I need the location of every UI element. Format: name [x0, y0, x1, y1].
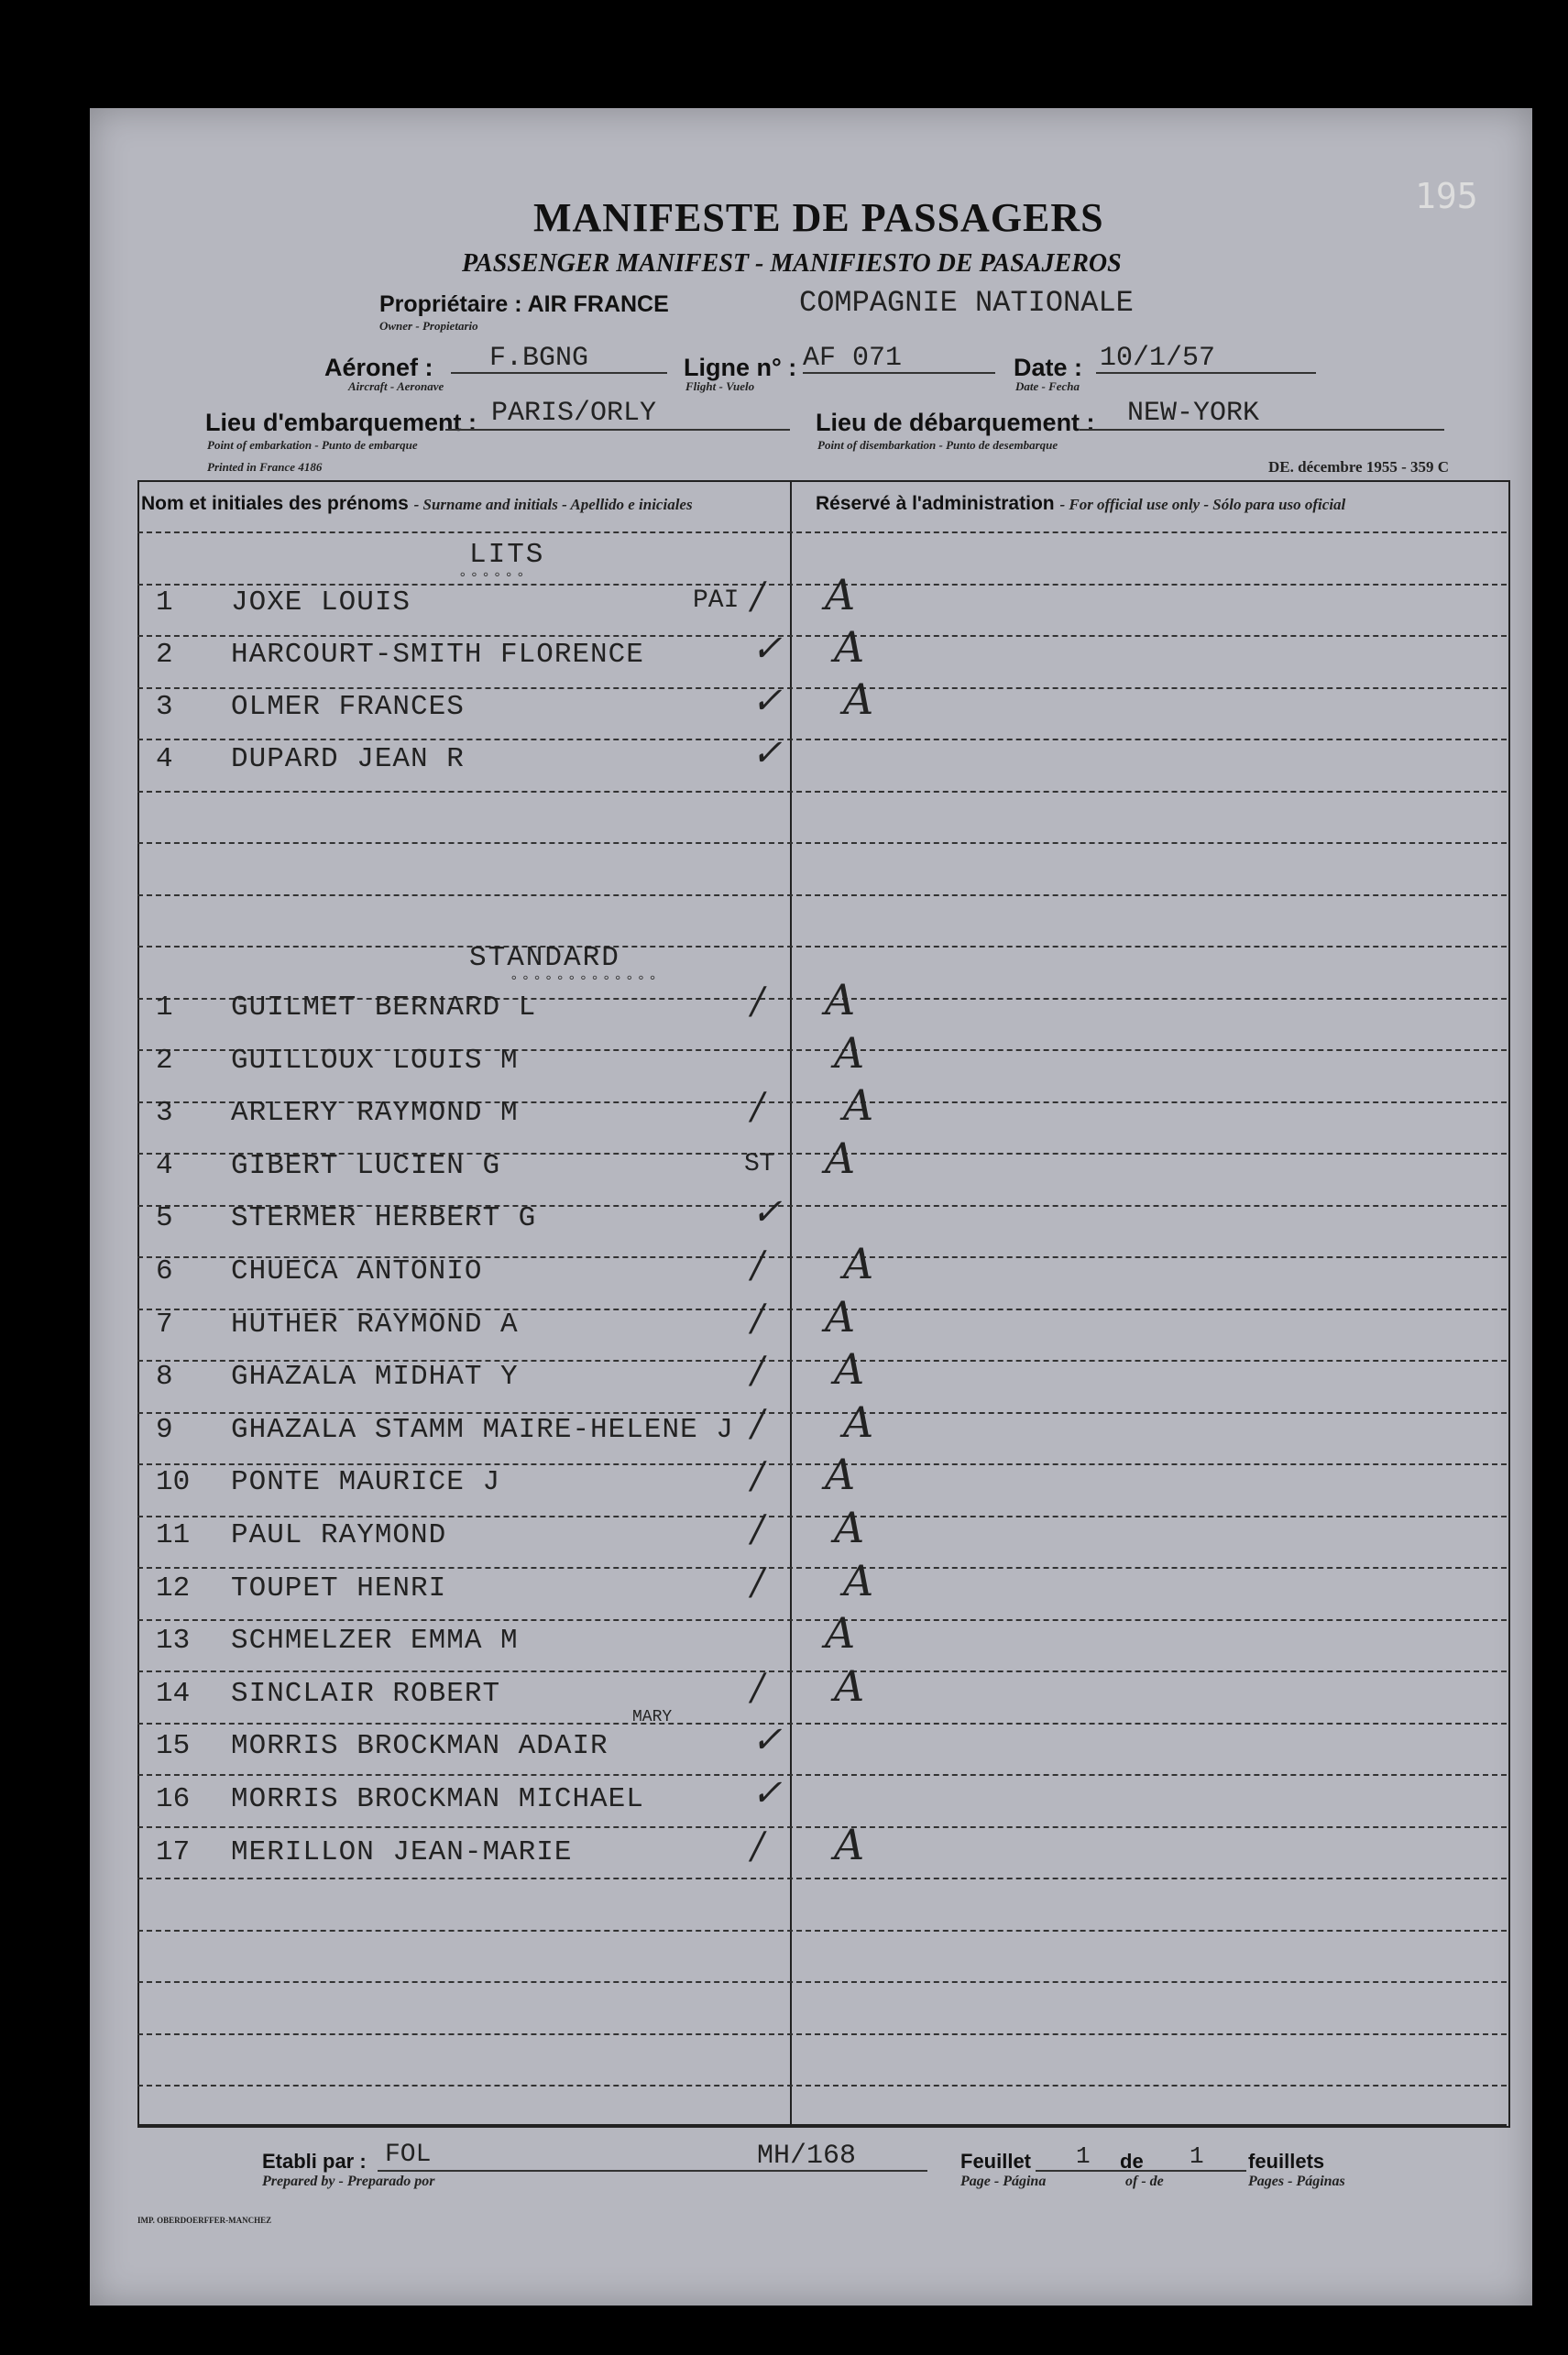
check-mark: /: [751, 980, 764, 1023]
flight-underline: [803, 372, 995, 374]
passenger-name: MORRIS BROCKMAN MICHAEL: [231, 1783, 644, 1815]
arrival-mark: A: [825, 975, 856, 1024]
row-number: 4: [156, 743, 173, 775]
row-number: 7: [156, 1308, 173, 1341]
arrival-mark: A: [825, 1608, 856, 1659]
sheet-underline: [1036, 2170, 1246, 2172]
owner-value: COMPAGNIE NATIONALE: [799, 286, 1134, 320]
passenger-name: HUTHER RAYMOND A: [231, 1308, 519, 1341]
document-subtitle: PASSENGER MANIFEST - MANIFIESTO DE PASAJEROS: [462, 249, 1122, 278]
date-sublabel: Date - Fecha: [1015, 379, 1080, 393]
owner-sublabel: Owner - Propietario: [379, 319, 478, 333]
arrival-mark: A: [825, 1450, 856, 1500]
ruled-line: [137, 894, 1507, 896]
section-title: STANDARD: [469, 942, 620, 974]
row-number: 9: [156, 1413, 173, 1446]
passenger-name: TOUPET HENRI: [231, 1572, 447, 1605]
flight-label: Ligne n° :: [684, 354, 797, 381]
column-header-admin: Réservé à l'administration - For official use only - Sólo para uso oficial: [816, 493, 1346, 514]
arrival-mark: A: [834, 1344, 865, 1395]
disembark-value: NEW-YORK: [1127, 398, 1260, 429]
embark-label: Lieu d'embarquement :: [205, 409, 477, 436]
manifest-ref: MH/168: [757, 2141, 857, 2172]
date-value: 10/1/57: [1100, 343, 1216, 374]
embark-underline: [445, 429, 790, 431]
arrival-mark: A: [843, 1397, 874, 1447]
check-mark: ✓: [751, 628, 783, 670]
printer-mark: IMP. OBERDOERFFER-MANCHEZ: [137, 2216, 272, 2225]
passenger-name: GIBERT LUCIEN G: [231, 1149, 501, 1182]
ruled-line: [137, 1463, 1507, 1465]
check-mark: /: [751, 1297, 764, 1340]
arrival-mark: A: [843, 1239, 874, 1288]
sheet-value: 1: [1076, 2142, 1091, 2170]
arrival-mark: A: [843, 1555, 874, 1605]
check-mark: /: [751, 575, 764, 618]
arrival-mark: A: [843, 674, 874, 724]
ruled-line: [137, 531, 1507, 533]
check-mark: /: [751, 1244, 764, 1287]
of-label: de: [1120, 2150, 1144, 2173]
ruled-line: [137, 946, 1507, 947]
date-underline: [1096, 372, 1316, 374]
prepared-by-sublabel: Prepared by - Preparado por: [262, 2174, 435, 2189]
check-mark: /: [751, 1561, 764, 1604]
ruled-line: [137, 842, 1507, 844]
table-bottom-line: [137, 2124, 1507, 2126]
row-number: 12: [156, 1572, 191, 1605]
passenger-name: PAUL RAYMOND: [231, 1519, 447, 1551]
arrival-mark: A: [834, 1660, 865, 1711]
row-number: 2: [156, 1044, 173, 1077]
printed-note: Printed in France 4186: [207, 460, 323, 474]
disembark-underline: [1080, 429, 1444, 431]
check-mark: ✓: [751, 680, 783, 722]
sheet-label: Feuillet: [960, 2150, 1032, 2173]
passenger-table: [137, 480, 1510, 2128]
ruled-line: [137, 584, 1507, 586]
document-title: MANIFESTE DE PASSAGERS: [533, 195, 1104, 240]
page-number: 195: [1415, 176, 1478, 216]
ruled-line: [137, 1567, 1507, 1569]
ruled-line: [137, 1723, 1507, 1725]
aircraft-value: F.BGNG: [489, 343, 589, 374]
passenger-name: ARLERY RAYMOND M: [231, 1097, 519, 1130]
passenger-name: SINCLAIR ROBERT: [231, 1677, 501, 1710]
passenger-name: GHAZALA STAMM MAIRE-HELENE J: [231, 1413, 734, 1446]
arrival-mark: A: [843, 1080, 874, 1131]
row-number: 13: [156, 1625, 191, 1658]
aircraft-underline: [451, 372, 667, 374]
date-label: Date :: [1014, 354, 1083, 381]
arrival-mark: A: [834, 1819, 865, 1869]
passenger-name: HARCOURT-SMITH FLORENCE: [231, 639, 644, 671]
section-title-dots: °°°°°°: [458, 570, 528, 586]
form-reference: DE. décembre 1955 - 359 C: [1268, 458, 1450, 476]
row-number: 2: [156, 639, 173, 671]
arrival-mark: A: [834, 1503, 865, 1552]
row-number: 11: [156, 1519, 191, 1551]
section-title: LITS: [469, 539, 545, 571]
ruled-line: [137, 1878, 1507, 1879]
row-note: ST: [744, 1149, 775, 1178]
sheet-sublabel: Page - Página: [960, 2174, 1047, 2189]
passenger-name: DUPARD JEAN R: [231, 743, 465, 775]
check-mark: ✓: [751, 1772, 783, 1814]
sheets-label: feuillets: [1248, 2150, 1325, 2173]
owner-label: Propriétaire : AIR FRANCE: [379, 291, 669, 317]
row-number: 17: [156, 1835, 191, 1868]
ruled-line: [137, 791, 1507, 793]
check-mark: /: [751, 1350, 764, 1393]
passenger-name: OLMER FRANCES: [231, 691, 465, 723]
ruled-line: [137, 1670, 1507, 1672]
row-number: 15: [156, 1730, 191, 1763]
disembark-sublabel: Point of disembarkation - Punto de desembarque: [817, 438, 1058, 452]
ruled-line: [137, 1619, 1507, 1621]
check-mark: /: [751, 1455, 764, 1498]
check-mark: /: [751, 1086, 764, 1129]
ruled-line: [137, 739, 1507, 740]
check-mark: /: [751, 1824, 764, 1868]
ruled-line: [137, 1826, 1507, 1828]
ruled-line: [137, 1930, 1507, 1932]
sheets-sublabel: Pages - Páginas: [1248, 2174, 1345, 2189]
passenger-name: JOXE LOUIS: [231, 586, 411, 619]
flight-value: AF 071: [803, 343, 903, 374]
check-mark: /: [751, 1402, 764, 1445]
row-number: 4: [156, 1149, 173, 1182]
column-header-names: Nom et initiales des prénoms - Surname and initials - Apellido e iniciales: [141, 493, 693, 514]
check-mark: ✓: [751, 1191, 783, 1234]
row-number: 3: [156, 1097, 173, 1130]
row-number: 5: [156, 1202, 173, 1235]
row-number: 8: [156, 1361, 173, 1394]
row-note: PAI: [693, 586, 740, 615]
row-number: 10: [156, 1466, 191, 1499]
check-mark: /: [751, 1666, 764, 1709]
check-mark: /: [751, 1508, 764, 1550]
section-title-dots: °°°°°°°°°°°°°: [510, 973, 660, 990]
passenger-name: SCHMELZER EMMA M: [231, 1625, 519, 1658]
passenger-name: GUILLOUX LOUIS M: [231, 1044, 519, 1077]
arrival-mark: A: [834, 622, 865, 672]
passenger-name: MORRIS BROCKMAN ADAIR: [231, 1730, 609, 1763]
ruled-line: [137, 687, 1507, 689]
embark-sublabel: Point of embarkation - Punto de embarque: [207, 438, 418, 452]
passenger-name: CHUECA ANTONIO: [231, 1255, 483, 1287]
row-number: 14: [156, 1677, 191, 1710]
row-number: 16: [156, 1783, 191, 1815]
passenger-name: GHAZALA MIDHAT Y: [231, 1361, 519, 1394]
arrival-mark: A: [825, 1133, 856, 1183]
prepared-by-label: Etabli par :: [262, 2150, 367, 2173]
arrival-mark: A: [825, 1291, 856, 1342]
passenger-name: STERMER HERBERT G: [231, 1202, 537, 1235]
ruled-line: [137, 2085, 1507, 2087]
flight-sublabel: Flight - Vuelo: [685, 379, 755, 393]
ruled-line: [137, 1981, 1507, 1983]
ruled-line: [137, 1516, 1507, 1517]
check-mark: ✓: [751, 1719, 783, 1762]
row-number: 1: [156, 586, 173, 619]
passenger-name: GUILMET BERNARD L: [231, 991, 537, 1024]
ruled-line: [137, 2033, 1507, 2035]
disembark-label: Lieu de débarquement :: [816, 409, 1095, 436]
ruled-line: [137, 1774, 1507, 1776]
name-correction: MARY: [632, 1708, 673, 1727]
row-number: 6: [156, 1255, 173, 1287]
passenger-name: MERILLON JEAN-MARIE: [231, 1835, 573, 1868]
row-number: 3: [156, 691, 173, 723]
of-sublabel: of - de: [1125, 2174, 1164, 2189]
of-value: 1: [1190, 2142, 1204, 2170]
arrival-mark: A: [825, 570, 856, 619]
ruled-line: [137, 635, 1507, 637]
check-mark: ✓: [751, 732, 783, 774]
aircraft-sublabel: Aircraft - Aeronave: [348, 379, 444, 393]
aircraft-label: Aéronef :: [324, 354, 433, 381]
prepared-by-value: FOL: [385, 2141, 432, 2169]
row-number: 1: [156, 991, 173, 1024]
arrival-mark: A: [834, 1027, 865, 1078]
embark-value: PARIS/ORLY: [491, 398, 657, 429]
passenger-name: PONTE MAURICE J: [231, 1466, 501, 1499]
